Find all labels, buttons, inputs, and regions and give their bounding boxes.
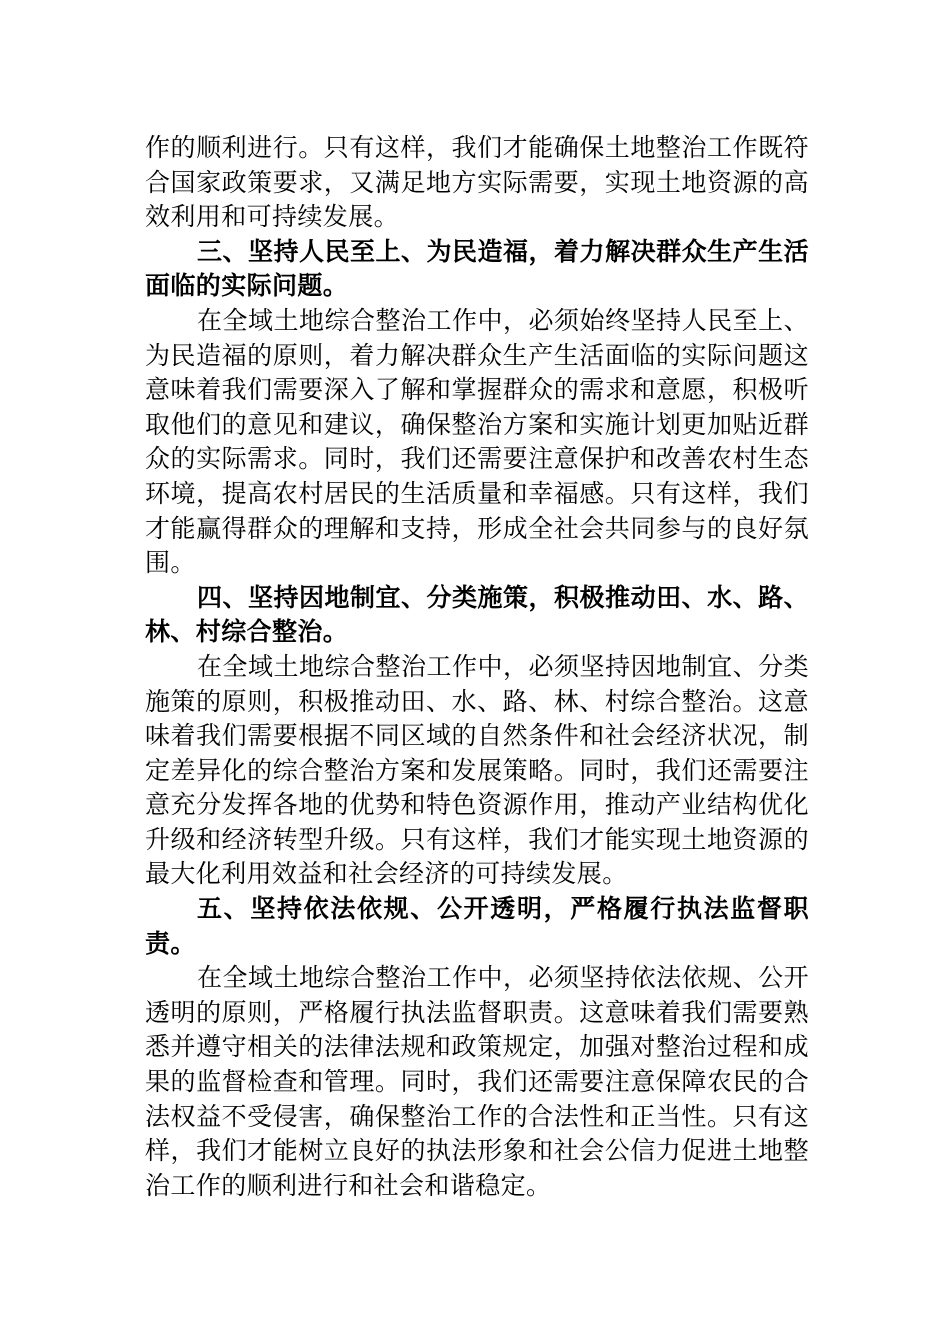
paragraph-section-3: 在全域土地综合整治工作中，必须始终坚持人民至上、为民造福的原则，着力解决群众生产生活面临的实际问题这意味着我们需要深入了解和掌握群众的需求和意愿，积极听取他们的意见和建议，确保整治方案和实施计划更加贴近群众的实际需求。同时，我们还需要注意保护和改善农村生态环境，提高农村居民的生活质量和幸福感。只有这样，我们才能赢得群众的理解和支持，形成全社会共同参与的良好氛围。 <box>145 305 809 578</box>
document-body <box>145 131 809 1203</box>
section-heading-5: 五、坚持依法依规、公开透明，严格履行执法监督职责。 <box>145 894 809 958</box>
section-heading-3: 三、坚持人民至上、为民造福，着力解决群众生产生活面临的实际问题。 <box>145 236 809 301</box>
paragraph-section-4: 在全域土地综合整治工作中，必须坚持因地制宜、分类施策的原则，积极推动田、水、路、林、村综合整治。这意味着我们需要根据不同区域的自然条件和社会经济状况，制定差异化的综合整治方案和发展策略。同时，我们还需要注意充分发挥各地的优势和特色资源作用，推动产业结构优化升级和经济转型升级。只有这样，我们才能实现土地资源的最大化利用效益和社会经济的可持续发展。 <box>145 651 809 889</box>
paragraph-section-5: 在全域土地综合整治工作中，必须坚持依法依规、公开透明的原则，严格履行执法监督职责。这意味着我们需要熟悉并遵守相关的法律法规和政策规定，加强对整治过程和成果的监督检查和管理。同时，我们还需要注意保障农民的合法权益不受侵害，确保整治工作的合法性和正当性。只有这样，我们才能树立良好的执法形象和社会公信力促进土地整治工作的顺利进行和社会和谐稳定。 <box>145 963 809 1200</box>
section-heading-4: 四、坚持因地制宜、分类施策，积极推动田、水、路、林、村综合整治。 <box>145 582 809 647</box>
paragraph-continued: 作的顺利进行。只有这样，我们才能确保土地整治工作既符合国家政策要求，又满足地方实际需要，实现土地资源的高效利用和可持续发展。 <box>145 133 809 232</box>
